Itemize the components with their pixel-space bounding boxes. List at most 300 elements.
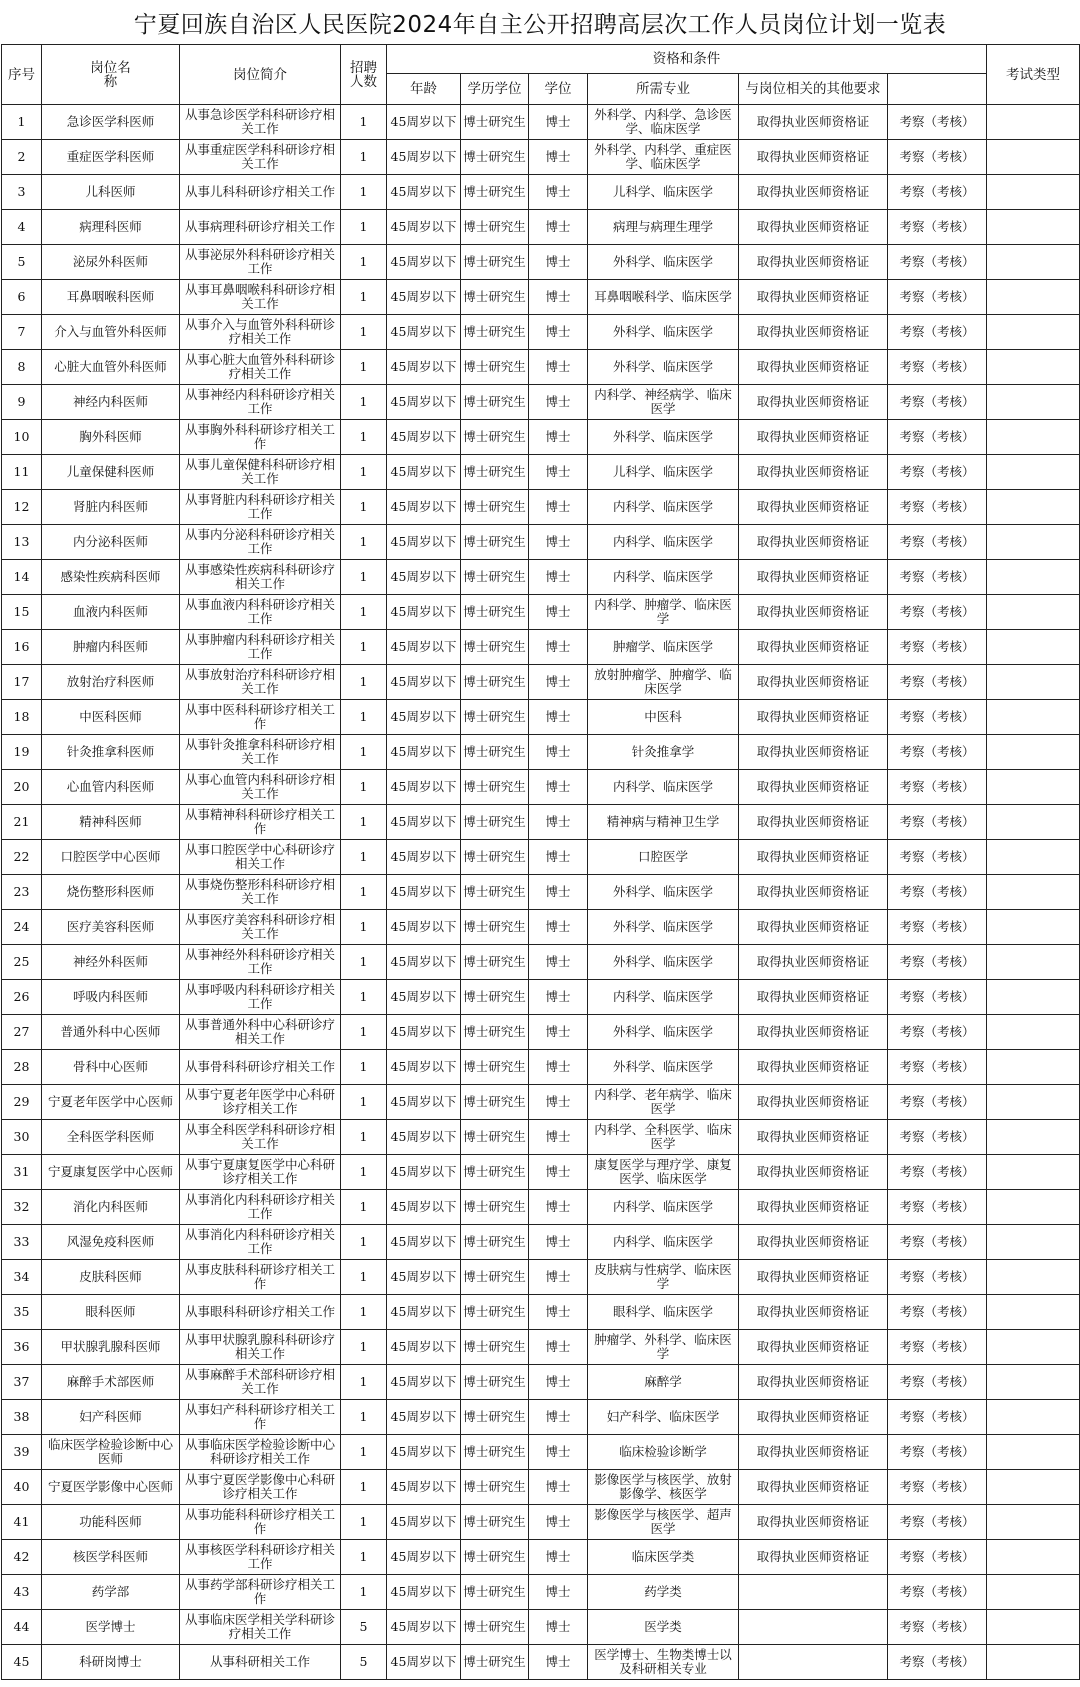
degree-cell: 博士 — [529, 665, 588, 700]
education-cell: 博士研究生 — [461, 1050, 529, 1085]
education-cell: 博士研究生 — [461, 630, 529, 665]
post-desc-cell: 从事介入与血管外科科研诊疗相关工作 — [180, 315, 341, 350]
post-desc-cell: 从事针灸推拿科科研诊疗相关工作 — [180, 735, 341, 770]
seq-cell: 7 — [2, 315, 42, 350]
post-desc-cell: 从事耳鼻咽喉科科研诊疗相关工作 — [180, 280, 341, 315]
age-cell: 45周岁以下 — [387, 245, 461, 280]
table-row — [2, 245, 1080, 280]
count-cell: 1 — [341, 665, 387, 700]
post-desc-cell: 从事妇产科科研诊疗相关工作 — [180, 1400, 341, 1435]
count-cell: 1 — [341, 1540, 387, 1575]
degree-cell: 博士 — [529, 455, 588, 490]
remark-cell — [987, 1470, 1080, 1505]
age-cell: 45周岁以下 — [387, 105, 461, 140]
age-cell: 45周岁以下 — [387, 490, 461, 525]
major-cell: 临床医学类 — [588, 1540, 739, 1575]
other-req-cell: 取得执业医师资格证 — [739, 1400, 888, 1435]
degree-cell: 博士 — [529, 1470, 588, 1505]
degree-cell: 博士 — [529, 1505, 588, 1540]
age-cell: 45周岁以下 — [387, 455, 461, 490]
major-cell: 内科学、肿瘤学、临床医学 — [588, 595, 739, 630]
count-cell: 1 — [341, 525, 387, 560]
remark-cell — [987, 525, 1080, 560]
post-desc-cell: 从事宁夏医学影像中心科研诊疗相关工作 — [180, 1470, 341, 1505]
major-cell: 放射肿瘤学、肿瘤学、临床医学 — [588, 665, 739, 700]
exam-type-cell: 考察（考核） — [888, 700, 987, 735]
other-req-cell: 取得执业医师资格证 — [739, 700, 888, 735]
post-desc-cell: 从事临床医学相关学科研诊疗相关工作 — [180, 1610, 341, 1645]
degree-cell: 博士 — [529, 630, 588, 665]
degree-cell: 博士 — [529, 910, 588, 945]
other-req-cell — [739, 1645, 888, 1680]
degree-cell: 博士 — [529, 1575, 588, 1610]
post-desc-cell: 从事烧伤整形科科研诊疗相关工作 — [180, 875, 341, 910]
exam-type-cell: 考察（考核） — [888, 875, 987, 910]
seq-cell: 14 — [2, 560, 42, 595]
count-cell: 1 — [341, 875, 387, 910]
post-desc-cell: 从事口腔医学中心科研诊疗相关工作 — [180, 840, 341, 875]
age-cell: 45周岁以下 — [387, 1435, 461, 1470]
post-name-cell: 妇产科医师 — [42, 1400, 180, 1435]
major-cell: 外科学、临床医学 — [588, 910, 739, 945]
seq-cell: 35 — [2, 1295, 42, 1330]
remark-cell — [987, 245, 1080, 280]
education-cell: 博士研究生 — [461, 1575, 529, 1610]
other-req-cell: 取得执业医师资格证 — [739, 315, 888, 350]
seq-cell: 16 — [2, 630, 42, 665]
remark-cell — [987, 1645, 1080, 1680]
exam-type-cell: 考察（考核） — [888, 630, 987, 665]
other-req-cell: 取得执业医师资格证 — [739, 525, 888, 560]
table-row — [2, 945, 1080, 980]
count-cell: 1 — [341, 770, 387, 805]
seq-cell: 13 — [2, 525, 42, 560]
degree-cell: 博士 — [529, 1435, 588, 1470]
remark-cell — [987, 1190, 1080, 1225]
post-desc-cell: 从事普通外科中心科研诊疗相关工作 — [180, 1015, 341, 1050]
degree-cell: 博士 — [529, 1120, 588, 1155]
post-desc-cell: 从事骨科科研诊疗相关工作 — [180, 1050, 341, 1085]
exam-type-cell: 考察（考核） — [888, 1505, 987, 1540]
header-post-name: 岗位名称 — [42, 45, 180, 105]
major-cell: 口腔医学 — [588, 840, 739, 875]
degree-cell: 博士 — [529, 245, 588, 280]
education-cell: 博士研究生 — [461, 805, 529, 840]
major-cell: 内科学、临床医学 — [588, 1190, 739, 1225]
age-cell: 45周岁以下 — [387, 1295, 461, 1330]
degree-cell: 博士 — [529, 1365, 588, 1400]
post-name-cell: 介入与血管外科医师 — [42, 315, 180, 350]
post-name-cell: 儿童保健科医师 — [42, 455, 180, 490]
other-req-cell: 取得执业医师资格证 — [739, 735, 888, 770]
exam-type-cell: 考察（考核） — [888, 770, 987, 805]
post-desc-cell: 从事皮肤科科研诊疗相关工作 — [180, 1260, 341, 1295]
remark-cell — [987, 350, 1080, 385]
exam-type-cell: 考察（考核） — [888, 840, 987, 875]
remark-cell — [987, 1260, 1080, 1295]
other-req-cell: 取得执业医师资格证 — [739, 840, 888, 875]
major-cell: 肿瘤学、临床医学 — [588, 630, 739, 665]
age-cell: 45周岁以下 — [387, 1225, 461, 1260]
degree-cell: 博士 — [529, 280, 588, 315]
degree-cell: 博士 — [529, 1190, 588, 1225]
post-desc-cell: 从事神经外科科研诊疗相关工作 — [180, 945, 341, 980]
exam-type-cell: 考察（考核） — [888, 560, 987, 595]
post-name-cell: 中医科医师 — [42, 700, 180, 735]
seq-cell: 18 — [2, 700, 42, 735]
post-desc-cell: 从事病理科研诊疗相关工作 — [180, 210, 341, 245]
post-desc-cell: 从事内分泌科科研诊疗相关工作 — [180, 525, 341, 560]
table-row — [2, 280, 1080, 315]
major-cell: 麻醉学 — [588, 1365, 739, 1400]
post-desc-cell: 从事心脏大血管外科科研诊疗相关工作 — [180, 350, 341, 385]
seq-cell: 24 — [2, 910, 42, 945]
remark-cell — [987, 980, 1080, 1015]
post-name-cell: 神经外科医师 — [42, 945, 180, 980]
header-major: 所需专业 — [588, 74, 739, 105]
post-desc-cell: 从事重症医学科科研诊疗相关工作 — [180, 140, 341, 175]
age-cell: 45周岁以下 — [387, 735, 461, 770]
exam-type-cell: 考察（考核） — [888, 455, 987, 490]
major-cell: 内科学、临床医学 — [588, 525, 739, 560]
degree-cell: 博士 — [529, 560, 588, 595]
degree-cell: 博士 — [529, 1050, 588, 1085]
age-cell: 45周岁以下 — [387, 595, 461, 630]
major-cell: 外科学、临床医学 — [588, 1050, 739, 1085]
major-cell: 肿瘤学、外科学、临床医学 — [588, 1330, 739, 1365]
other-req-cell: 取得执业医师资格证 — [739, 175, 888, 210]
table-row — [2, 105, 1080, 140]
major-cell: 儿科学、临床医学 — [588, 175, 739, 210]
remark-cell — [987, 560, 1080, 595]
remark-cell — [987, 1575, 1080, 1610]
post-name-cell: 药学部 — [42, 1575, 180, 1610]
seq-cell: 43 — [2, 1575, 42, 1610]
other-req-cell: 取得执业医师资格证 — [739, 1295, 888, 1330]
table-row — [2, 1190, 1080, 1225]
other-req-cell: 取得执业医师资格证 — [739, 1120, 888, 1155]
exam-type-cell: 考察（考核） — [888, 245, 987, 280]
table-row — [2, 1260, 1080, 1295]
post-name-cell: 核医学科医师 — [42, 1540, 180, 1575]
age-cell: 45周岁以下 — [387, 1155, 461, 1190]
header-post-desc: 岗位简介 — [180, 45, 341, 105]
exam-type-cell: 考察（考核） — [888, 280, 987, 315]
major-cell: 内科学、神经病学、临床医学 — [588, 385, 739, 420]
remark-cell — [987, 1295, 1080, 1330]
education-cell: 博士研究生 — [461, 1540, 529, 1575]
education-cell: 博士研究生 — [461, 315, 529, 350]
exam-type-cell: 考察（考核） — [888, 490, 987, 525]
post-name-cell: 普通外科中心医师 — [42, 1015, 180, 1050]
count-cell: 5 — [341, 1645, 387, 1680]
header-exam-type: 考试类型 — [987, 45, 1080, 105]
table-body — [2, 105, 1080, 1680]
post-desc-cell: 从事血液内科科研诊疗相关工作 — [180, 595, 341, 630]
post-name-cell: 宁夏医学影像中心医师 — [42, 1470, 180, 1505]
degree-cell: 博士 — [529, 1540, 588, 1575]
post-name-cell: 全科医学科医师 — [42, 1120, 180, 1155]
age-cell: 45周岁以下 — [387, 1610, 461, 1645]
post-name-cell: 消化内科医师 — [42, 1190, 180, 1225]
post-desc-cell: 从事核医学科科研诊疗相关工作 — [180, 1540, 341, 1575]
post-name-cell: 病理科医师 — [42, 210, 180, 245]
post-name-cell: 泌尿外科医师 — [42, 245, 180, 280]
degree-cell: 博士 — [529, 1610, 588, 1645]
degree-cell: 博士 — [529, 945, 588, 980]
other-req-cell: 取得执业医师资格证 — [739, 665, 888, 700]
table-row — [2, 1295, 1080, 1330]
age-cell: 45周岁以下 — [387, 210, 461, 245]
count-cell: 1 — [341, 1330, 387, 1365]
age-cell: 45周岁以下 — [387, 1540, 461, 1575]
major-cell: 外科学、内科学、急诊医学、临床医学 — [588, 105, 739, 140]
remark-cell — [987, 910, 1080, 945]
education-cell: 博士研究生 — [461, 245, 529, 280]
exam-type-cell: 考察（考核） — [888, 1435, 987, 1470]
count-cell: 1 — [341, 1470, 387, 1505]
education-cell: 博士研究生 — [461, 1505, 529, 1540]
post-desc-cell: 从事消化内科科研诊疗相关工作 — [180, 1190, 341, 1225]
table-row — [2, 455, 1080, 490]
other-req-cell: 取得执业医师资格证 — [739, 350, 888, 385]
seq-cell: 10 — [2, 420, 42, 455]
seq-cell: 6 — [2, 280, 42, 315]
table-row — [2, 840, 1080, 875]
remark-cell — [987, 805, 1080, 840]
major-cell: 医学博士、生物类博士以及科研相关专业 — [588, 1645, 739, 1680]
degree-cell: 博士 — [529, 350, 588, 385]
major-cell: 影像医学与核医学、超声医学 — [588, 1505, 739, 1540]
age-cell: 45周岁以下 — [387, 700, 461, 735]
post-name-cell: 神经内科医师 — [42, 385, 180, 420]
header-age: 年龄 — [387, 74, 461, 105]
major-cell: 影像医学与核医学、放射影像学、核医学 — [588, 1470, 739, 1505]
other-req-cell: 取得执业医师资格证 — [739, 1260, 888, 1295]
header-qualification-group: 资格和条件 — [387, 45, 987, 74]
education-cell: 博士研究生 — [461, 840, 529, 875]
count-cell: 1 — [341, 595, 387, 630]
count-cell: 1 — [341, 840, 387, 875]
exam-type-cell: 考察（考核） — [888, 1645, 987, 1680]
exam-type-cell: 考察（考核） — [888, 1015, 987, 1050]
major-cell: 皮肤病与性病学、临床医学 — [588, 1260, 739, 1295]
other-req-cell: 取得执业医师资格证 — [739, 1190, 888, 1225]
other-req-cell: 取得执业医师资格证 — [739, 490, 888, 525]
education-cell: 博士研究生 — [461, 525, 529, 560]
education-cell: 博士研究生 — [461, 700, 529, 735]
exam-type-cell: 考察（考核） — [888, 1400, 987, 1435]
post-name-cell: 耳鼻咽喉科医师 — [42, 280, 180, 315]
other-req-cell: 取得执业医师资格证 — [739, 1505, 888, 1540]
table-header — [2, 45, 1080, 105]
post-desc-cell: 从事科研相关工作 — [180, 1645, 341, 1680]
age-cell: 45周岁以下 — [387, 1470, 461, 1505]
count-cell: 1 — [341, 280, 387, 315]
age-cell: 45周岁以下 — [387, 280, 461, 315]
other-req-cell: 取得执业医师资格证 — [739, 980, 888, 1015]
table-row — [2, 1120, 1080, 1155]
header-count: 招聘人数 — [341, 45, 387, 105]
age-cell: 45周岁以下 — [387, 1575, 461, 1610]
table-row — [2, 1575, 1080, 1610]
other-req-cell: 取得执业医师资格证 — [739, 945, 888, 980]
other-req-cell: 取得执业医师资格证 — [739, 1330, 888, 1365]
post-desc-cell: 从事甲状腺乳腺科科研诊疗相关工作 — [180, 1330, 341, 1365]
post-desc-cell: 从事宁夏康复医学中心科研诊疗相关工作 — [180, 1155, 341, 1190]
other-req-cell: 取得执业医师资格证 — [739, 105, 888, 140]
exam-type-cell: 考察（考核） — [888, 525, 987, 560]
major-cell: 内科学、临床医学 — [588, 980, 739, 1015]
remark-cell — [987, 175, 1080, 210]
seq-cell: 30 — [2, 1120, 42, 1155]
count-cell: 1 — [341, 1120, 387, 1155]
seq-cell: 44 — [2, 1610, 42, 1645]
table-row — [2, 1435, 1080, 1470]
post-desc-cell: 从事急诊医学科科研诊疗相关工作 — [180, 105, 341, 140]
remark-cell — [987, 105, 1080, 140]
post-name-cell: 针灸推拿科医师 — [42, 735, 180, 770]
exam-type-cell: 考察（考核） — [888, 210, 987, 245]
exam-type-cell: 考察（考核） — [888, 140, 987, 175]
degree-cell: 博士 — [529, 735, 588, 770]
education-cell: 博士研究生 — [461, 1295, 529, 1330]
seq-cell: 32 — [2, 1190, 42, 1225]
post-name-cell: 麻醉手术部医师 — [42, 1365, 180, 1400]
header-education: 学历学位 — [461, 74, 529, 105]
table-row — [2, 210, 1080, 245]
major-cell: 外科学、临床医学 — [588, 945, 739, 980]
education-cell: 博士研究生 — [461, 490, 529, 525]
age-cell: 45周岁以下 — [387, 1645, 461, 1680]
post-desc-cell: 从事中医科科研诊疗相关工作 — [180, 700, 341, 735]
post-name-cell: 精神科医师 — [42, 805, 180, 840]
degree-cell: 博士 — [529, 1015, 588, 1050]
major-cell: 外科学、临床医学 — [588, 245, 739, 280]
major-cell: 内科学、临床医学 — [588, 1225, 739, 1260]
table-row — [2, 595, 1080, 630]
remark-cell — [987, 1225, 1080, 1260]
degree-cell: 博士 — [529, 1400, 588, 1435]
degree-cell: 博士 — [529, 700, 588, 735]
exam-type-cell: 考察（考核） — [888, 1050, 987, 1085]
table-row — [2, 1050, 1080, 1085]
post-name-cell: 血液内科医师 — [42, 595, 180, 630]
remark-cell — [987, 420, 1080, 455]
seq-cell: 27 — [2, 1015, 42, 1050]
seq-cell: 31 — [2, 1155, 42, 1190]
age-cell: 45周岁以下 — [387, 1505, 461, 1540]
post-desc-cell: 从事呼吸内科科研诊疗相关工作 — [180, 980, 341, 1015]
table-row — [2, 1155, 1080, 1190]
education-cell: 博士研究生 — [461, 210, 529, 245]
other-req-cell — [739, 1575, 888, 1610]
post-desc-cell: 从事神经内科科研诊疗相关工作 — [180, 385, 341, 420]
seq-cell: 34 — [2, 1260, 42, 1295]
seq-cell: 37 — [2, 1365, 42, 1400]
count-cell: 1 — [341, 700, 387, 735]
age-cell: 45周岁以下 — [387, 525, 461, 560]
seq-cell: 3 — [2, 175, 42, 210]
table-row — [2, 1470, 1080, 1505]
table-row — [2, 1610, 1080, 1645]
exam-type-cell: 考察（考核） — [888, 1225, 987, 1260]
seq-cell: 21 — [2, 805, 42, 840]
major-cell: 内科学、临床医学 — [588, 490, 739, 525]
degree-cell: 博士 — [529, 595, 588, 630]
exam-type-cell: 考察（考核） — [888, 175, 987, 210]
table-row — [2, 1365, 1080, 1400]
post-desc-cell: 从事放射治疗科科研诊疗相关工作 — [180, 665, 341, 700]
count-cell: 1 — [341, 1295, 387, 1330]
count-cell: 1 — [341, 175, 387, 210]
header-degree: 学位 — [529, 74, 588, 105]
remark-cell — [987, 315, 1080, 350]
other-req-cell — [739, 1610, 888, 1645]
seq-cell: 36 — [2, 1330, 42, 1365]
other-req-cell: 取得执业医师资格证 — [739, 210, 888, 245]
count-cell: 1 — [341, 980, 387, 1015]
education-cell: 博士研究生 — [461, 1155, 529, 1190]
age-cell: 45周岁以下 — [387, 805, 461, 840]
post-name-cell: 医疗美容科医师 — [42, 910, 180, 945]
remark-cell — [987, 385, 1080, 420]
major-cell: 中医科 — [588, 700, 739, 735]
major-cell: 外科学、临床医学 — [588, 875, 739, 910]
count-cell: 5 — [341, 1610, 387, 1645]
major-cell: 精神病与精神卫生学 — [588, 805, 739, 840]
post-name-cell: 口腔医学中心医师 — [42, 840, 180, 875]
degree-cell: 博士 — [529, 1330, 588, 1365]
degree-cell: 博士 — [529, 770, 588, 805]
remark-cell — [987, 840, 1080, 875]
post-name-cell: 感染性疾病科医师 — [42, 560, 180, 595]
education-cell: 博士研究生 — [461, 1225, 529, 1260]
education-cell: 博士研究生 — [461, 945, 529, 980]
seq-cell: 17 — [2, 665, 42, 700]
age-cell: 45周岁以下 — [387, 1365, 461, 1400]
post-desc-cell: 从事肿瘤内科科研诊疗相关工作 — [180, 630, 341, 665]
age-cell: 45周岁以下 — [387, 875, 461, 910]
remark-cell — [987, 735, 1080, 770]
count-cell: 1 — [341, 1085, 387, 1120]
degree-cell: 博士 — [529, 980, 588, 1015]
age-cell: 45周岁以下 — [387, 1260, 461, 1295]
education-cell: 博士研究生 — [461, 1120, 529, 1155]
seq-cell: 29 — [2, 1085, 42, 1120]
other-req-cell: 取得执业医师资格证 — [739, 560, 888, 595]
exam-type-cell: 考察（考核） — [888, 1120, 987, 1155]
table-row — [2, 175, 1080, 210]
remark-cell — [987, 1540, 1080, 1575]
major-cell: 病理与病理生理学 — [588, 210, 739, 245]
degree-cell: 博士 — [529, 420, 588, 455]
other-req-cell: 取得执业医师资格证 — [739, 1085, 888, 1120]
post-name-cell: 宁夏康复医学中心医师 — [42, 1155, 180, 1190]
degree-cell: 博士 — [529, 1155, 588, 1190]
major-cell: 外科学、临床医学 — [588, 350, 739, 385]
exam-type-cell: 考察（考核） — [888, 315, 987, 350]
major-cell: 外科学、内科学、重症医学、临床医学 — [588, 140, 739, 175]
exam-type-cell: 考察（考核） — [888, 910, 987, 945]
age-cell: 45周岁以下 — [387, 385, 461, 420]
remark-cell — [987, 1155, 1080, 1190]
table-row — [2, 1330, 1080, 1365]
seq-cell: 12 — [2, 490, 42, 525]
remark-cell — [987, 1365, 1080, 1400]
major-cell: 耳鼻咽喉科学、临床医学 — [588, 280, 739, 315]
degree-cell: 博士 — [529, 840, 588, 875]
